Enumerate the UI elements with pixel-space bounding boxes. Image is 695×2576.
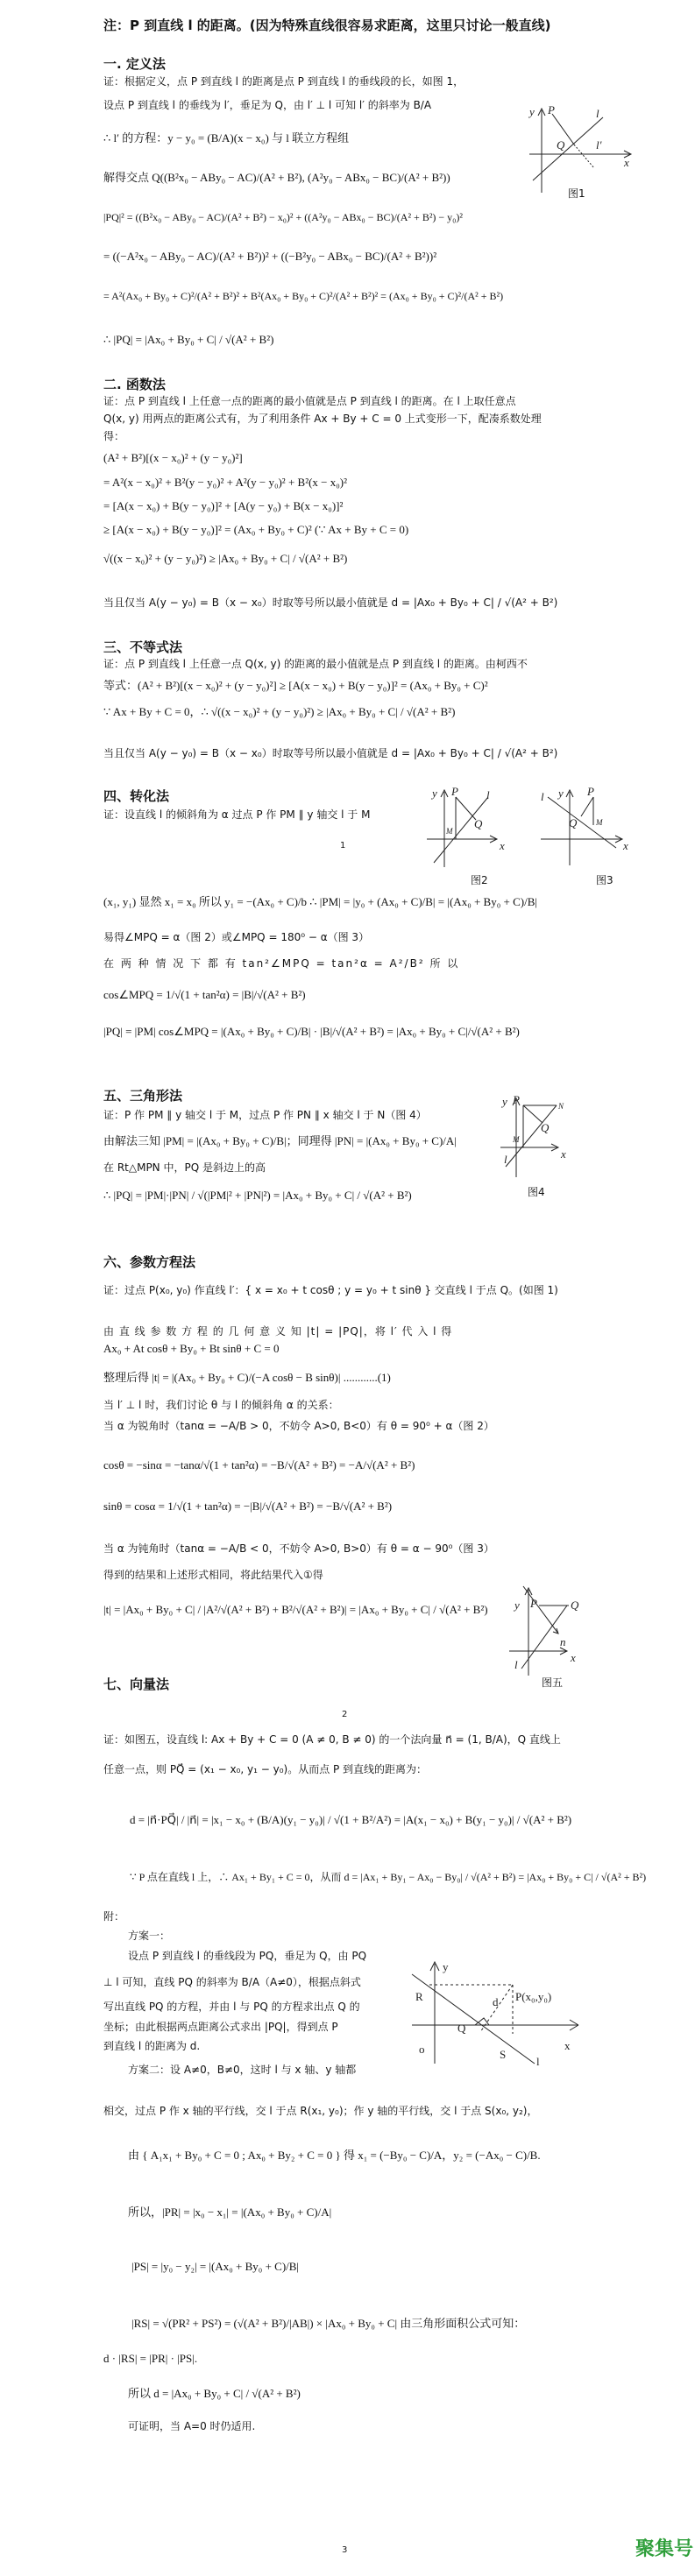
section-title-function: 二. 函数法	[103, 377, 166, 392]
svg-text:y: y	[432, 787, 437, 800]
formula-line: ∵ P 点在直线 l 上，∴ Ax₁ + By₁ + C = 0，从而 d = |Ax₁ + By₁ − Ax₀ − By₀| / √(A² + B²) = |Ax₀ + By₀ + C| / √(A² + B²)	[130, 1871, 647, 1883]
figure-3-diagram	[539, 785, 635, 867]
text-line: 任意一点，则 PQ⃗ = (x₁ − x₀, y₁ − y₀)。从而点 P 到直线的距离为：	[103, 1763, 428, 1775]
text-line: 当 l′ ⊥ l 时，我们讨论 θ 与 l 的倾斜角 α 的关系：	[103, 1399, 339, 1411]
appendix-title: 附：	[103, 1910, 125, 1923]
fig1-lprime-label: l′	[596, 138, 602, 152]
formula-line: 所以 d = |Ax₀ + By₀ + C| / √(A² + B²)	[128, 2387, 301, 2400]
formula-line: (x₁, y₁) 显然 x₁ = x₀ 所以 y₁ = −(Ax₀ + C)/b ∴ |PM| = |y₀ + (Ax₀ + C)/B| = |(Ax₀ + By₀ + C)/B|	[103, 895, 537, 908]
formula-line: √((x − x₀)² + (y − y₀)²) ≥ |Ax₀ + By₀ + C| / √(A² + B²)	[103, 552, 348, 565]
svg-text:y: y	[502, 1095, 507, 1108]
figure-4-caption: 图4	[528, 1186, 545, 1198]
formula-line: |PQ|² = ((B²x₀ − ABy₀ − AC)/(A² + B²) − x₀)² + ((A²y₀ − ABx₀ − BC)/(A² + B²) − y₀)²	[103, 211, 463, 223]
svg-text:S: S	[500, 2048, 507, 2061]
svg-text:Q: Q	[571, 1599, 579, 1612]
fig1-x-label: x	[624, 156, 629, 169]
watermark-logo: 聚集号	[635, 2538, 693, 2560]
plan2-title: 方案二：设 A≠0，B≠0，这时 l 与 x 轴、y 轴都	[128, 2064, 357, 2076]
svg-text:x: x	[571, 1651, 576, 1664]
svg-text:Q: Q	[474, 817, 483, 830]
text-line: Q(x, y) 用两点的距离公式有，为了利用条件 Ax + By + C = 0 上式变形一下，配凑系数处理	[103, 413, 542, 425]
svg-text:l: l	[536, 2055, 540, 2068]
svg-text:Q: Q	[457, 2022, 466, 2035]
text-line: 证：P 作 PM ∥ y 轴交 l 于 M，过点 P 作 PN ∥ x 轴交 l 于 N（图 4）	[103, 1109, 427, 1121]
text-line: 由 直 线 参 数 方 程 的 几 何 意 义 知 |t| = |PQ|，将 l′ 代 入 l 得	[103, 1325, 453, 1337]
text-line: 写出直线 PQ 的方程，并由 l 与 PQ 的方程求出点 Q 的	[103, 2001, 360, 2013]
formula-line: = [A(x − x₀) + B(y − y₀)]² + [A(y − y₀) + B(x − x₀)]²	[103, 499, 344, 512]
text-line: 相交，过点 P 作 x 轴的平行线，交 l 于点 R(x₁, y₀)；作 y 轴的平行线，交 l 于点 S(x₀, y₂)，	[103, 2105, 538, 2117]
figure-1-caption: 图1	[568, 187, 585, 200]
text-line: 在 Rt△MPN 中，PQ 是斜边上的高	[103, 1161, 266, 1174]
formula-line: ∴ |PQ| = |PM|·|PN| / √(|PM|² + |PN|²) = |Ax₀ + By₀ + C| / √(A² + B²)	[103, 1189, 412, 1202]
figure-1-diagram	[526, 105, 649, 201]
section-title-vector: 七、向量法	[103, 1676, 170, 1692]
section-title-triangle: 五、三角形法	[103, 1088, 183, 1104]
text-line: 证：过点 P(x₀, y₀) 作直线 l′：{ x = x₀ + t cosθ ; y = y₀ + t sinθ } 交直线 l 于点 Q。(如图 1)	[103, 1284, 558, 1296]
stray-number: 2	[342, 1710, 348, 1719]
formula-line: 所以，|PR| = |x₀ − x₁| = |(Ax₀ + By₀ + C)/A|	[128, 2205, 332, 2219]
svg-text:d: d	[493, 1995, 499, 2008]
section-title-inequality: 三、不等式法	[103, 639, 183, 655]
formula-line: d = |n⃗·PQ⃗| / |n⃗| = |x₁ − x₀ + (B/A)(y₁ − y₀)| / √(1 + B²/A²) = |A(x₁ − x₀) + B(y₁ − y₀)| / √(A² + B²)	[130, 1813, 572, 1826]
svg-text:Q: Q	[569, 816, 578, 829]
svg-text:N: N	[558, 1102, 564, 1111]
text-line: 得到的结果和上述形式相同，将此结果代入①得	[103, 1569, 323, 1581]
text-line: 证：根据定义，点 P 到直线 l 的距离是点 P 到直线 l 的垂线段的长，如图 1，	[103, 75, 465, 88]
formula-line: |t| = |Ax₀ + By₀ + C| / |A²/√(A² + B²) + B²/√(A² + B²)| = |Ax₀ + By₀ + C| / √(A² + B²)	[103, 1603, 488, 1616]
text-line: 得：	[103, 430, 125, 442]
formula-line: Ax₀ + At cosθ + By₀ + Bt sinθ + C = 0	[103, 1342, 280, 1355]
note-heading: 注：P 到直线 l 的距离。(因为特殊直线很容易求距离，这里只讨论一般直线)	[103, 18, 551, 33]
formula-line: 由解法三知 |PM| = |(Ax₀ + By₀ + C)/B|；同理得 |PN| = |(Ax₀ + By₀ + C)/A|	[103, 1134, 457, 1147]
formula-line: 等式：(A² + B²)[(x − x₀)² + (y − y₀)²] ≥ [A(x − x₀) + B(y − y₀)]² = (Ax₀ + By₀ + C)²	[103, 679, 488, 692]
formula-line: = A²(x − x₀)² + B²(y − y₀)² + A²(y − y₀)² + B²(x − x₀)²	[103, 476, 348, 489]
plan1-title: 方案一：	[128, 1930, 171, 1942]
section-title-parametric: 六、参数方程法	[103, 1254, 196, 1270]
section-title-definition: 一. 定义法	[103, 56, 166, 72]
figure-4-diagram	[502, 1093, 600, 1184]
fig1-p-label: P	[548, 103, 555, 116]
text-line: 当 α 为钝角时（tanα = −A/B < 0，不妨令 A>0, B>0）有 θ = α − 90⁰（图 3）	[103, 1542, 494, 1555]
formula-line: 由 { A₁x₁ + By₀ + C = 0 ; Ax₀ + By₂ + C = 0 } 得 x₁ = (−By₀ − C)/A，y₂ = (−Ax₀ − C)/B.	[128, 2149, 541, 2162]
section-title-transformation: 四、转化法	[103, 788, 170, 804]
text-line: 当且仅当 A(y − y₀) = B（x − x₀）时取等号所以最小值就是 d = |Ax₀ + By₀ + C| / √(A² + B²)	[103, 596, 558, 609]
text-line: 可证明，当 A=0 时仍适用.	[128, 2420, 256, 2432]
text-line: 在 两 种 情 况 下 都 有 tan²∠MPQ = tan²α = A²/B² 所 以	[103, 957, 460, 970]
svg-text:M: M	[596, 818, 603, 827]
formula-line: ∴ |PQ| = |Ax₀ + By₀ + C| / √(A² + B²)	[103, 333, 274, 346]
svg-text:l: l	[514, 1658, 518, 1671]
formula-line: = ((−A²x₀ − ABy₀ − AC)/(A² + B²))² + ((−B²y₀ − ABx₀ − BC)/(A² + B²))²	[103, 250, 437, 263]
text-line: 证：点 P 到直线 l 上任意一点 Q(x, y) 的距离的最小值就是点 P 到直线 l 的距离。由柯西不	[103, 658, 528, 670]
svg-text:Q: Q	[541, 1121, 550, 1134]
svg-text:P(x₀,y₀): P(x₀,y₀)	[515, 1990, 552, 2003]
text-line: 当且仅当 A(y − y₀) = B（x − x₀）时取等号所以最小值就是 d = |Ax₀ + By₀ + C| / √(A² + B²)	[103, 747, 558, 759]
formula-line: ≥ [A(x − x₀) + B(y − y₀)]² = (Ax₀ + By₀ + C)² (∵ Ax + By + C = 0)	[103, 523, 409, 536]
text-line: 证：点 P 到直线 l 上任意一点的距离的最小值就是点 P 到直线 l 的距离。在 l 上取任意点	[103, 395, 516, 407]
formula-line: (A² + B²)[(x − x₀)² + (y − y₀)²]	[103, 451, 243, 464]
svg-text:R: R	[415, 1990, 423, 2003]
svg-text:l: l	[541, 790, 544, 803]
text-line: 当 α 为锐角时（tanα = −A/B > 0，不妨令 A>0, B<0）有 θ = 90⁰ + α（图 2）	[103, 1420, 494, 1432]
text-line: 坐标；由此根据两点距离公式求出 |PQ|，得到点 P	[103, 2021, 338, 2033]
svg-text:y: y	[558, 787, 564, 800]
formula-line: |PQ| = |PM| cos∠MPQ = |(Ax₀ + By₀ + C)/B| · |B|/√(A² + B²) = |Ax₀ + By₀ + C|/√(A² + B²)	[103, 1025, 520, 1038]
formula-line: d · |RS| = |PR| · |PS|.	[103, 2352, 198, 2365]
formula-line: cosθ = −sinα = −tanα/√(1 + tan²α) = −B/√(A² + B²) = −A/√(A² + B²)	[103, 1458, 415, 1471]
fig1-l-label: l	[596, 107, 599, 120]
text-line: 证：设直线 l 的倾斜角为 α 过点 P 作 PM ∥ y 轴交 l 于 M	[103, 808, 371, 821]
formula-line: 整理后得 |t| = |(Ax₀ + By₀ + C)/(−A cosθ − B sinθ)| ............(1)	[103, 1371, 391, 1384]
text-line: 设点 P 到直线 l 的垂线段为 PQ，垂足为 Q，由 PQ	[128, 1950, 367, 1962]
svg-text:M: M	[513, 1135, 520, 1144]
svg-text:P: P	[513, 1093, 520, 1106]
figure-5-caption: 图五	[542, 1676, 564, 1689]
formula-line: = A²(Ax₀ + By₀ + C)²/(A² + B²)² + B²(Ax₀ + By₀ + C)²/(A² + B²)² = (Ax₀ + By₀ + C)²/(A² + B²)	[103, 290, 504, 302]
text-line: 易得∠MPQ = α（图 2）或∠MPQ = 180⁰ − α（图 3）	[103, 931, 370, 943]
svg-text:y: y	[443, 1960, 449, 1973]
fig1-y-label: y	[529, 105, 535, 118]
formula-line: sinθ = cosα = 1/√(1 + tan²α) = −|B|/√(A² + B²) = −B/√(A² + B²)	[103, 1500, 393, 1513]
stray-number: 1	[340, 841, 346, 850]
svg-text:l: l	[486, 788, 490, 801]
svg-text:n⃗: n⃗	[560, 1635, 575, 1648]
figure-2-diagram	[425, 785, 521, 867]
formula-line: |RS| = √(PR² + PS²) = (√(A² + B²)/|AB|) × |Ax₀ + By₀ + C| 由三角形面积公式可知：	[131, 2317, 526, 2330]
plan1-diagram	[403, 1960, 596, 2068]
svg-text:P: P	[451, 785, 458, 798]
svg-text:x: x	[564, 2039, 571, 2052]
text-line: 证：如图五，设直线 l: Ax + By + C = 0 (A ≠ 0, B ≠ 0) 的一个法向量 n⃗ = (1, B/A)，Q 直线上	[103, 1733, 561, 1746]
text-line: 到直线 l 的距离为 d.	[103, 2040, 201, 2052]
svg-text:P: P	[587, 785, 594, 798]
fig1-q-label: Q	[557, 138, 565, 152]
svg-text:l: l	[504, 1153, 507, 1166]
svg-text:x: x	[500, 839, 505, 852]
svg-text:x: x	[623, 839, 628, 852]
formula-line: |PS| = |y₀ − y₂| = |(Ax₀ + By₀ + C)/B|	[131, 2260, 300, 2273]
figure-3-caption: 图3	[596, 874, 613, 886]
figure-5-diagram	[513, 1581, 609, 1677]
svg-text:M: M	[446, 827, 453, 836]
svg-text:y: y	[514, 1599, 520, 1612]
svg-text:x: x	[561, 1147, 566, 1161]
formula-line: ∴ l′ 的方程：y − y₀ = (B/A)(x − x₀) 与 l 联立方程组	[103, 131, 350, 145]
formula-line: ∵ Ax + By + C = 0，∴ √((x − x₀)² + (y − y₀)²) ≥ |Ax₀ + By₀ + C| / √(A² + B²)	[103, 705, 456, 718]
svg-text:o: o	[419, 2043, 425, 2056]
svg-text:P: P	[530, 1597, 537, 1610]
text-line: 设点 P 到直线 l 的垂线为 l′，垂足为 Q，由 l′ ⊥ l 可知 l′ 的斜率为 B/A	[103, 99, 432, 111]
figure-2-caption: 图2	[471, 874, 488, 886]
page-number: 3	[342, 2545, 348, 2555]
formula-line: 解得交点 Q((B²x₀ − ABy₀ − AC)/(A² + B²), (A²y₀ − ABx₀ − BC)/(A² + B²))	[103, 171, 450, 184]
text-line: ⊥ l 可知，直线 PQ 的斜率为 B/A（A≠0），根据点斜式	[103, 1976, 361, 1988]
formula-line: cos∠MPQ = 1/√(1 + tan²α) = |B|/√(A² + B²)	[103, 988, 306, 1001]
